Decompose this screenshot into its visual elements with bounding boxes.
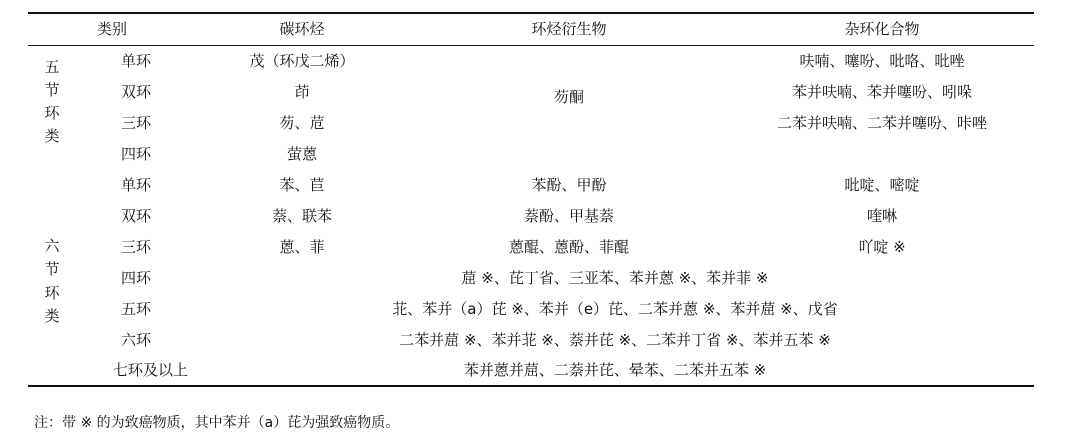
header-heterocyclic: 杂环化合物 <box>730 13 1034 45</box>
ring-count: 四环 <box>121 268 152 287</box>
ring-count: 双环 <box>121 82 152 101</box>
heterocyclic-cell <box>730 138 1034 169</box>
ring-count: 六环 <box>121 330 152 349</box>
group-label: 五节环类 <box>44 57 60 146</box>
table-container <box>28 12 1034 387</box>
derivatives-cell: 蒽醌、蒽酚、菲醌 <box>509 237 630 256</box>
group-label: 六节环类 <box>44 237 60 325</box>
heterocyclic-cell: 吡啶、嘧啶 <box>844 175 920 194</box>
ring-count: 单环 <box>121 51 152 70</box>
table-row <box>28 293 1034 324</box>
header-derivatives: 环烃衍生物 <box>408 13 730 45</box>
ring-count: 三环 <box>121 237 152 256</box>
derivatives-cell: 苯酚、甲酚 <box>531 175 607 194</box>
table-row <box>28 262 1034 293</box>
heterocyclic-cell: 喹啉 <box>867 206 898 225</box>
heterocyclic-cell: 呋喃、噻吩、吡咯、吡唑 <box>799 51 965 70</box>
group-six-ring-spacer <box>28 200 76 231</box>
carbocyclic-cell: 萤蒽 <box>287 144 318 163</box>
ring-count: 四环 <box>121 144 152 163</box>
merged-cell: 苯并蒽并䓛、二萘并芘、晕苯、二苯并五苯 ※ <box>196 355 1034 386</box>
table-row <box>28 169 1034 200</box>
table-row <box>28 355 1034 386</box>
carbocyclic-cell: 芴、苊 <box>279 113 325 132</box>
merged-cell: 苝、苯并（a）芘 ※、苯并（e）芘、二苯并蒽 ※、苯并䓛 ※、戊省 <box>392 299 838 318</box>
ring-count: 双环 <box>121 206 152 225</box>
header-category: 类别 <box>28 13 196 45</box>
table-row <box>28 231 1034 262</box>
table-row <box>28 324 1034 355</box>
table-row <box>28 200 1034 231</box>
derivatives-cell: 萘酚、甲基萘 <box>524 206 615 225</box>
carbocyclic-cell: 蒽、菲 <box>279 237 325 256</box>
group-six-ring <box>28 231 76 355</box>
carbocyclic-cell: 萘、联苯 <box>272 206 333 225</box>
group-six-ring-spacer <box>28 169 76 200</box>
carbocyclic-cell: 苯、苣 <box>279 175 325 194</box>
carbocyclic-cell: 茂（环戊二烯） <box>249 51 355 70</box>
table-row <box>28 45 1034 76</box>
carbocyclic-cell: 茚 <box>294 82 310 101</box>
heterocyclic-cell: 二苯并呋喃、二苯并噻吩、咔唑 <box>777 113 988 132</box>
heterocyclic-cell: 吖啶 ※ <box>858 237 906 256</box>
header-row <box>28 13 1034 45</box>
classification-table <box>28 12 1034 387</box>
ring-count: 单环 <box>121 175 152 194</box>
ring-count: 七环及以上 <box>28 355 196 386</box>
merged-cell: 二苯并䓛 ※、苯并苝 ※、萘并芘 ※、二苯并丁省 ※、苯并五苯 ※ <box>399 330 831 349</box>
group-five-ring <box>28 45 76 169</box>
header-carbocyclic: 碳环烃 <box>196 13 408 45</box>
merged-cell: 䓛 ※、芘丁省、三亚苯、苯并蒽 ※、苯并菲 ※ <box>461 268 769 287</box>
heterocyclic-cell: 苯并呋喃、苯并噻吩、吲哚 <box>792 82 973 101</box>
derivatives-cell: 芴酮 <box>554 87 585 106</box>
footnote: 注：带 ※ 的为致癌物质，其中苯并（a）芘为强致癌物质。 <box>34 415 400 431</box>
ring-count: 五环 <box>121 299 152 318</box>
ring-count: 三环 <box>121 113 152 132</box>
